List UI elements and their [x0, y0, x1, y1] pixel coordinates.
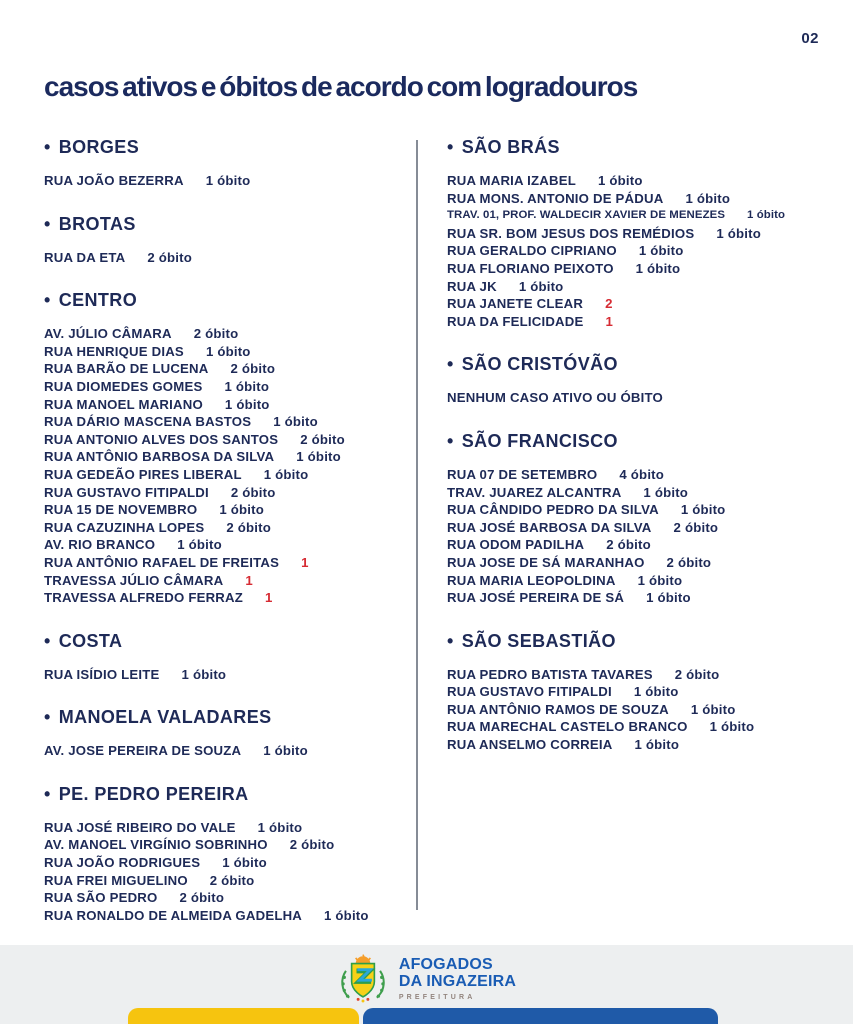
bullet-icon: •: [44, 707, 51, 728]
street-list: [447, 466, 839, 607]
obit-count: 1 óbito: [205, 173, 251, 188]
street-row: [44, 554, 414, 572]
street-name: RUA MARIA LEOPOLDINA: [447, 572, 616, 588]
page-title: casos ativos e óbitos de acordo com logradouros: [44, 70, 638, 102]
section-header: [44, 784, 414, 805]
obit-count: 1 óbito: [635, 260, 681, 276]
street-row: [447, 718, 839, 736]
obit-count: 2: [605, 296, 613, 312]
street-row: [44, 325, 414, 343]
street-name: RUA ANTÔNIO RAMOS DE SOUZA: [447, 701, 669, 717]
section: [447, 431, 839, 607]
bullet-icon: •: [44, 630, 51, 651]
street-name: RUA ANSELMO CORREIA: [447, 737, 613, 753]
prefecture-logo-text: [399, 957, 516, 1001]
obit-count: 1 óbito: [646, 590, 691, 606]
street-row: [44, 536, 414, 554]
prefecture-logo: [0, 953, 853, 1005]
street-list: [44, 172, 414, 190]
section-name: PE. PEDRO PEREIRA: [58, 783, 249, 804]
street-row: [447, 519, 839, 537]
prefecture-label: PREFEITURA: [398, 993, 476, 1001]
street-name: RUA BARÃO DE LUCENA: [44, 361, 209, 377]
obit-count: 2 óbito: [289, 837, 335, 853]
obit-count: 1 óbito: [637, 572, 683, 588]
street-row: [447, 572, 839, 590]
street-row: [44, 819, 414, 837]
city-crest-icon: [337, 953, 389, 1005]
street-name: RUA GUSTAVO FITIPALDI: [44, 484, 209, 500]
street-name: RUA GUSTAVO FITIPALDI: [447, 684, 612, 700]
obit-count: 1 óbito: [680, 502, 726, 518]
obit-count: 1: [605, 313, 614, 329]
section: [447, 137, 839, 330]
obit-count: 1 óbito: [638, 243, 684, 259]
street-row: [447, 736, 839, 754]
street-row: [447, 501, 839, 519]
street-name: RUA JOSE DE SÁ MARANHAO: [447, 554, 645, 570]
street-name: RUA ODOM PADILHA: [447, 537, 585, 553]
obit-count: 4 óbito: [619, 466, 665, 482]
street-row: [44, 343, 414, 361]
obit-count: 1 óbito: [222, 855, 267, 871]
street-name: TRAVESSA JÚLIO CÂMARA: [44, 572, 224, 588]
section-header: [44, 631, 414, 652]
obit-count: 1 óbito: [257, 819, 303, 835]
street-name: RUA DA FELICIDADE: [447, 313, 584, 329]
obit-count: 2 óbito: [674, 666, 720, 682]
section-header: [447, 431, 839, 452]
obit-count: 2 óbito: [209, 872, 255, 888]
street-row: [44, 360, 414, 378]
obit-count: 1 óbito: [518, 278, 564, 294]
street-row: [44, 431, 414, 449]
street-row: [44, 378, 414, 396]
obit-count: 1 óbito: [709, 719, 755, 735]
street-list: [44, 742, 414, 760]
street-name: RUA 07 DE SETEMBRO: [447, 466, 598, 482]
street-name: RUA HENRIQUE DIAS: [44, 343, 184, 359]
street-name: TRAV. 01, PROF. WALDECIR XAVIER DE MENEZES: [447, 209, 726, 222]
section-name: SÃO SEBASTIÃO: [461, 630, 616, 651]
street-name: RUA JOÃO BEZERRA: [44, 173, 184, 188]
section-name: CENTRO: [58, 290, 138, 311]
street-name: RUA FLORIANO PEIXOTO: [447, 260, 614, 276]
section-header: [447, 354, 839, 375]
street-row: [447, 190, 839, 208]
column-divider: [416, 140, 418, 910]
street-name: RUA MARECHAL CASTELO BRANCO: [447, 719, 688, 735]
section: [44, 784, 414, 925]
obit-count: 1 óbito: [597, 173, 643, 188]
section-name: MANOELA VALADARES: [58, 707, 272, 728]
obit-count: 1: [301, 554, 309, 570]
obit-count: 2 óbito: [666, 554, 712, 570]
obit-count: 1 óbito: [224, 396, 270, 412]
column-right: [447, 137, 839, 754]
section-name: SÃO FRANCISCO: [461, 430, 618, 451]
street-row: [447, 666, 839, 684]
obit-count: 1 óbito: [690, 701, 736, 717]
obit-count: 1 óbito: [747, 209, 786, 222]
section-header: [44, 137, 414, 158]
street-row: [447, 466, 839, 484]
section-name: SÃO BRÁS: [461, 137, 560, 157]
street-row: [44, 172, 414, 190]
section: [44, 290, 414, 607]
obit-count: 1 óbito: [273, 414, 318, 430]
street-row: [447, 484, 839, 502]
street-row: [44, 666, 414, 684]
section: [447, 354, 839, 407]
street-row: [44, 396, 414, 414]
street-name: RUA JOSÉ RIBEIRO DO VALE: [44, 819, 236, 835]
street-row: [44, 448, 414, 466]
obit-count: 2 óbito: [226, 519, 271, 535]
street-name: RUA JOÃO RODRIGUES: [44, 855, 201, 871]
obit-count: 1 óbito: [224, 378, 270, 394]
section-header: [44, 214, 414, 235]
street-row: [44, 854, 414, 872]
street-row: [44, 907, 414, 925]
section-header: [44, 290, 414, 311]
obit-count: 2 óbito: [230, 361, 276, 377]
street-name: RUA JANETE CLEAR: [447, 296, 584, 312]
bullet-icon: •: [447, 354, 454, 375]
city-name-line1: AFOGADOS: [398, 956, 493, 974]
street-name: RUA ANTONIO ALVES DOS SANTOS: [44, 431, 279, 447]
street-list: [44, 249, 414, 267]
street-name: AV. RIO BRANCO: [44, 537, 156, 553]
bullet-icon: •: [447, 137, 454, 157]
street-row: [447, 701, 839, 719]
street-row: [447, 225, 839, 243]
obit-count: 2 óbito: [606, 537, 651, 553]
street-name: RUA FREI MIGUELINO: [44, 872, 188, 888]
street-row: [44, 872, 414, 890]
street-list: [447, 172, 839, 330]
section-name: BROTAS: [58, 213, 136, 234]
street-row: [44, 742, 414, 760]
bullet-icon: •: [44, 137, 51, 157]
street-row: [447, 207, 839, 225]
street-name: RUA DIOMEDES GOMES: [44, 378, 203, 394]
street-name: RUA GEDEÃO PIRES LIBERAL: [44, 466, 242, 482]
street-row: [44, 249, 414, 267]
bullet-icon: •: [447, 430, 454, 451]
street-name: NENHUM CASO ATIVO OU ÓBITO: [447, 390, 663, 406]
obit-count: 1 óbito: [634, 737, 680, 753]
street-list: [447, 389, 839, 407]
street-row: [447, 260, 839, 278]
street-row: [44, 519, 414, 537]
street-name: RUA CÂNDIDO PEDRO DA SILVA: [447, 502, 659, 518]
section: [44, 631, 414, 684]
street-name: RUA PEDRO BATISTA TAVARES: [447, 666, 653, 682]
obit-count: 2 óbito: [193, 326, 239, 342]
section: [447, 631, 839, 754]
obit-count: 1: [265, 590, 273, 606]
street-name: RUA MONS. ANTONIO DE PÁDUA: [447, 190, 664, 206]
section-header: [44, 707, 414, 728]
city-name-line2: DA INGAZEIRA: [398, 972, 517, 990]
section-header: [447, 137, 839, 158]
street-row: [44, 572, 414, 590]
street-name: AV. MANOEL VIRGÍNIO SOBRINHO: [44, 837, 268, 853]
obit-count: 1 óbito: [205, 343, 251, 359]
street-row: [447, 389, 839, 407]
bullet-icon: •: [44, 290, 51, 311]
street-name: RUA ANTÔNIO RAFAEL DE FREITAS: [44, 554, 280, 570]
section: [44, 214, 414, 267]
bullet-icon: •: [447, 630, 454, 651]
street-row: [447, 554, 839, 572]
street-name: RUA ISÍDIO LEITE: [44, 666, 160, 682]
obit-count: 1 óbito: [685, 190, 731, 206]
obit-count: 1 óbito: [633, 684, 679, 700]
street-name: RUA GERALDO CIPRIANO: [447, 243, 617, 259]
street-name: RUA MARIA IZABEL: [447, 173, 576, 188]
street-name: AV. JÚLIO CÂMARA: [44, 326, 172, 342]
footer-bar-yellow: [128, 1008, 359, 1024]
street-name: RUA MANOEL MARIANO: [44, 396, 203, 412]
page-number: 02: [801, 30, 819, 47]
obit-count: 2 óbito: [300, 431, 345, 447]
obit-count: 1 óbito: [177, 537, 222, 553]
section-name: SÃO CRISTÓVÃO: [461, 354, 618, 375]
street-name: TRAV. JUAREZ ALCANTRA: [447, 484, 622, 500]
street-row: [447, 242, 839, 260]
obit-count: 1 óbito: [263, 466, 309, 482]
section: [44, 137, 414, 190]
bullet-icon: •: [44, 783, 51, 804]
street-name: RUA SÃO PEDRO: [44, 890, 158, 906]
section-name: COSTA: [58, 630, 123, 651]
street-row: [447, 683, 839, 701]
street-row: [44, 589, 414, 607]
obit-count: 1 óbito: [324, 907, 369, 923]
column-left: [44, 137, 414, 924]
obit-count: 1 óbito: [181, 666, 227, 682]
street-name: RUA SR. BOM JESUS DOS REMÉDIOS: [447, 225, 695, 241]
street-row: [44, 484, 414, 502]
obit-count: 1: [245, 572, 253, 588]
obit-count: 1 óbito: [219, 502, 264, 518]
street-row: [447, 278, 839, 296]
street-name: TRAVESSA ALFREDO FERRAZ: [44, 590, 243, 606]
street-row: [447, 295, 839, 313]
obit-count: 2 óbito: [179, 890, 225, 906]
street-row: [44, 413, 414, 431]
street-list: [44, 325, 414, 607]
obit-count: 1 óbito: [296, 449, 341, 465]
section-name: BORGES: [58, 137, 140, 157]
street-row: [447, 536, 839, 554]
street-list: [447, 666, 839, 754]
street-name: AV. JOSE PEREIRA DE SOUZA: [44, 743, 242, 759]
street-name: RUA JOSÉ PEREIRA DE SÁ: [447, 590, 625, 606]
section-header: [447, 631, 839, 652]
street-row: [44, 889, 414, 907]
street-row: [447, 589, 839, 607]
obit-count: 1 óbito: [716, 225, 761, 241]
street-name: RUA JK: [447, 278, 497, 294]
street-name: RUA 15 DE NOVEMBRO: [44, 502, 198, 518]
street-name: RUA DÁRIO MASCENA BASTOS: [44, 414, 252, 430]
street-name: RUA ANTÔNIO BARBOSA DA SILVA: [44, 449, 275, 465]
street-name: RUA CAZUZINHA LOPES: [44, 519, 205, 535]
street-row: [447, 313, 839, 331]
obit-count: 2 óbito: [673, 519, 719, 535]
street-list: [44, 819, 414, 925]
street-row: [44, 836, 414, 854]
street-row: [44, 501, 414, 519]
street-row: [44, 466, 414, 484]
street-list: [44, 666, 414, 684]
obit-count: 1 óbito: [643, 484, 689, 500]
street-name: RUA JOSÉ BARBOSA DA SILVA: [447, 519, 652, 535]
obit-count: 2 óbito: [230, 484, 276, 500]
obit-count: 2 óbito: [147, 249, 192, 265]
obit-count: 1 óbito: [263, 743, 308, 759]
street-name: RUA DA ETA: [44, 249, 126, 265]
street-row: [447, 172, 839, 190]
footer-bar-blue: [363, 1008, 718, 1024]
section: [44, 707, 414, 760]
street-name: RUA RONALDO DE ALMEIDA GADELHA: [44, 907, 303, 923]
bullet-icon: •: [44, 213, 51, 234]
